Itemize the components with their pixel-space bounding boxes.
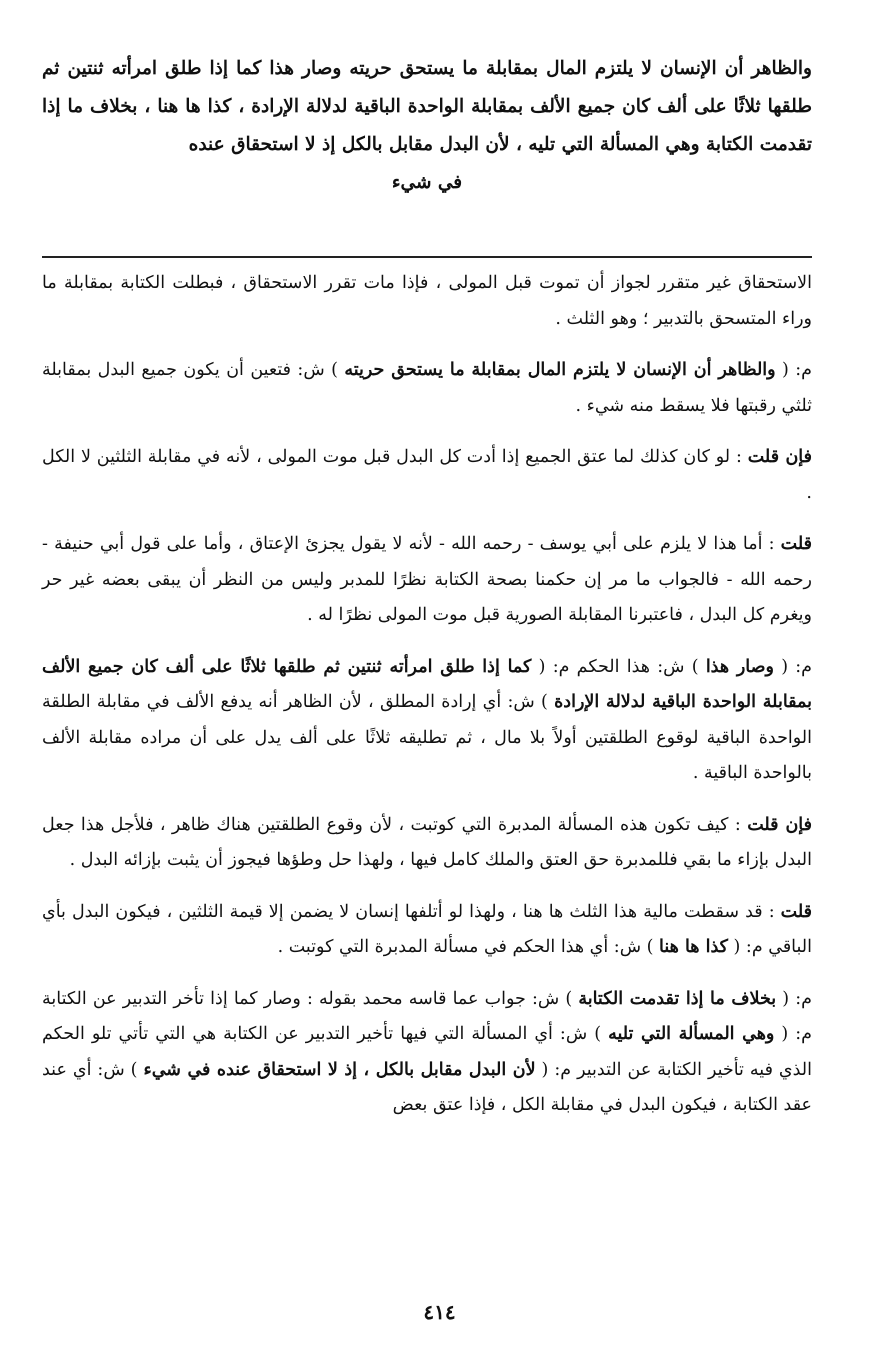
marker: م: ( <box>775 360 813 380</box>
sharh-paragraph-4 <box>42 527 812 634</box>
question-lead: فإن قلت <box>747 814 812 835</box>
commentary: ) ش: جواب عما قاسه محمد بقوله : وصار كما إذا تأخر التدبير عن الكتابة م: ( <box>42 988 812 1044</box>
matn-text: والظاهر أن الإنسان لا يلتزم المال بمقابلة ما يستحق حريته وصار هذا كما إذا طلق امرأته ثنتين ثم طلقها ثلاثًا على ألف كان جميع الألف بمقابلة الواحدة الباقية لدلالة الإرادة ، كذا ها هنا ، بخلاف ما إذا تقدمت الكتابة وهي المسألة التي تليه ، لأن البدل مقابل بالكل إذ لا استحقاق عنده <box>42 58 812 155</box>
matn-last-line: في شيء <box>391 172 463 193</box>
sharh-block <box>42 266 812 1140</box>
sharh-paragraph-3 <box>42 440 812 511</box>
commentary: ) ش: أي هذا الحكم في مسألة المدبرة التي كوتبت . <box>277 937 660 957</box>
commentary: : كيف تكون هذه المسألة المدبرة التي كوتبت ، لأن وقوع الطلقتين هناك ظاهر ، فلأجل هذا جعل البدل بإزاء ما بقي فللمدبرة حق العتق والملك كامل فيها ، ولهذا حل وطؤها فيجوز أن يثبت بإزائه البدل . <box>42 814 812 870</box>
quoted-matn: بخلاف ما إذا تقدمت الكتابة <box>578 988 777 1009</box>
quoted-matn: كذا ها هنا <box>659 937 728 957</box>
sharh-paragraph-7 <box>42 895 812 966</box>
commentary: : أما هذا لا يلزم على أبي يوسف - رحمه الله - لأنه لا يقول يجزئ الإعتاق ، وأما على قول أبي حنيفة - رحمه الله - فالجواب ما مر إن حكمنا بصحة الكتابة نظرًا للمدبر وليس من النظر أن يبقى بعضه غير حر ويغرم كل البدل ، فاعتبرنا المقابلة الصورية قبل موت المولى نظرًا له . <box>42 534 812 625</box>
quoted-matn: وهي المسألة التي تليه <box>608 1024 775 1044</box>
commentary: ) ش: أي إرادة المطلق ، لأن الظاهر أنه يدفع الألف في مقابلة الطلقة الواحدة الباقية لوقوع الطلقتين أولاً بلا مال ، ثم تطليقه ثلاثًا على ألف يدل على أن مراده مقابلة الألف بالواحدة الباقية . <box>42 692 812 783</box>
sharh-paragraph-6 <box>42 808 812 879</box>
marker: م: ( <box>773 656 813 677</box>
commentary: ) ش: أي المسألة التي فيها تأخير التدبير عن الكتابة هي التي تأتي تلو الحكم الذي فيه تأخير الكتابة عن التدبير م: ( <box>42 1024 812 1080</box>
quoted-matn: وصار هذا <box>705 656 774 677</box>
commentary: : لو كان كذلك لما عتق الجميع إذا أدت كل البدل قبل موت المولى ، لأنه في مقابلة الثلثين لا الكل . <box>42 447 812 503</box>
commentary: ) ش: أي عند عقد الكتابة ، فيكون البدل في مقابلة الكل ، فإذا عتق بعض <box>42 1059 812 1115</box>
sharh-paragraph-2 <box>42 353 812 424</box>
matn-block <box>42 50 812 202</box>
marker: م: ( <box>776 988 812 1009</box>
sharh-paragraph-1: الاستحقاق غير متقرر لجواز أن تموت قبل المولى ، فإذا مات تقرر الاستحقاق ، فبطلت الكتابة بمقابلة ما وراء المتسحق بالتدبير ؛ وهو الثلث . <box>42 273 812 329</box>
separator-rule <box>42 256 812 258</box>
answer-lead: قلت <box>780 534 812 554</box>
sharh-paragraph-5 <box>42 650 812 792</box>
sharh-paragraph-8 <box>42 982 812 1124</box>
quoted-matn: لأن البدل مقابل بالكل ، إذ لا استحقاق عنده في شيء <box>143 1059 536 1080</box>
question-lead: فإن قلت <box>747 447 812 467</box>
quoted-matn: والظاهر أن الإنسان لا يلتزم المال بمقابلة ما يستحق حريته <box>344 360 776 380</box>
commentary: : قد سقطت مالية هذا الثلث ها هنا ، ولهذا لو أتلفها إنسان لا يضمن إلا قيمة الثلثين ، فيكون البدل بأي الباقي م: ( <box>42 901 812 957</box>
commentary: ) ش: هذا الحكم م: ( <box>531 656 706 677</box>
answer-lead: قلت <box>780 901 812 922</box>
page-number: ٤١٤ <box>423 1300 456 1324</box>
quoted-matn: كما إذا طلق امرأته ثنتين ثم طلقها ثلاثًا على ألف كان جميع الألف بمقابلة الواحدة الباقية لدلالة الإرادة <box>42 656 812 712</box>
commentary: ) ش: فتعين أن يكون جميع البدل بمقابلة ثلثي رقبتها فلا يسقط منه شيء . <box>42 360 812 416</box>
